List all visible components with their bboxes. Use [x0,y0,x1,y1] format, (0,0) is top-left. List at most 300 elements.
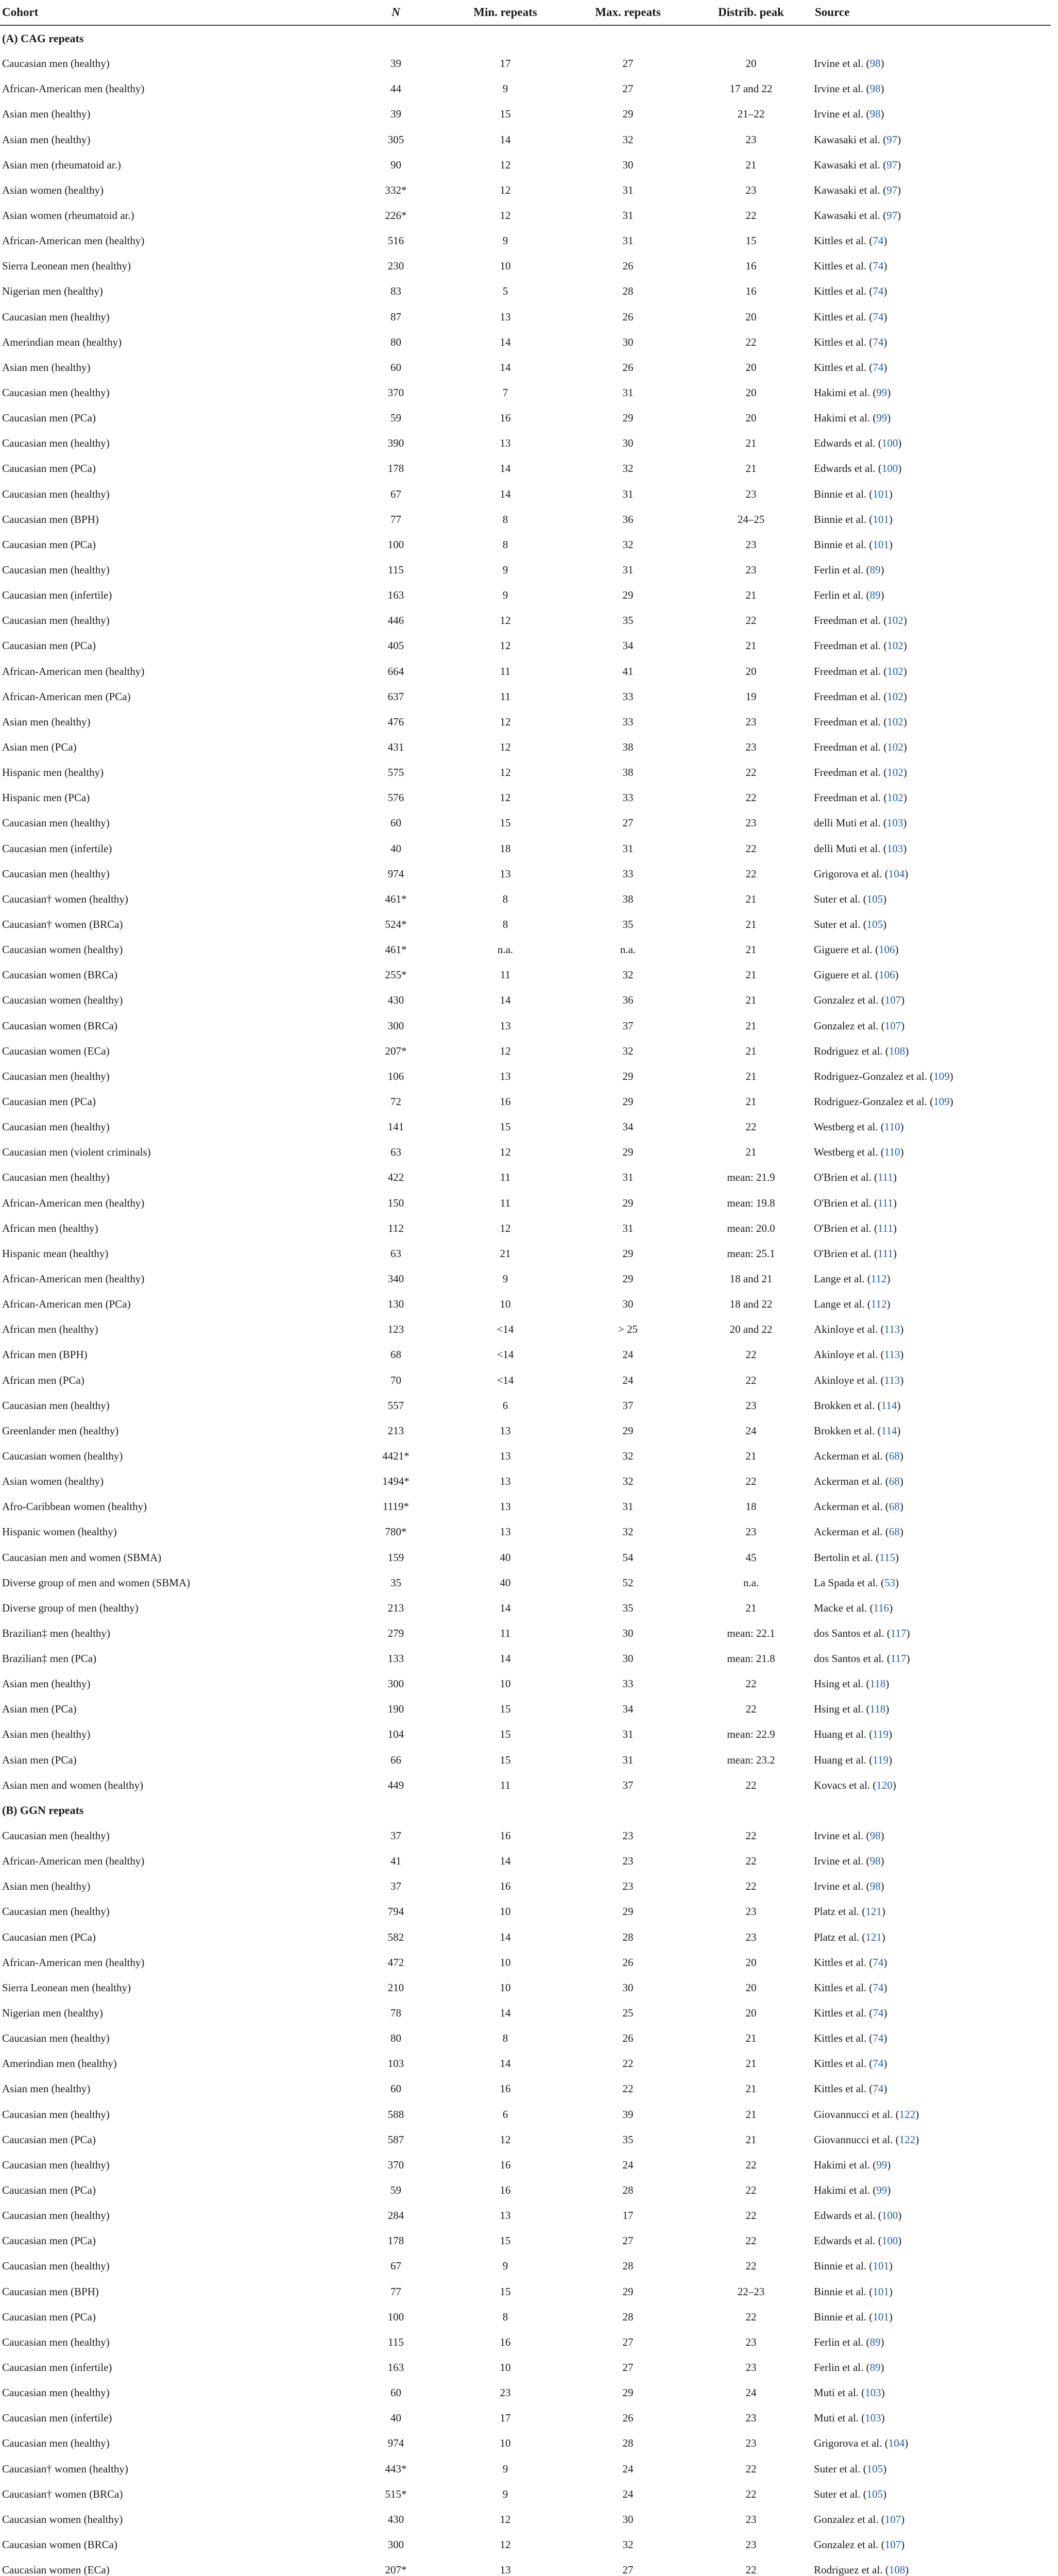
reference-link[interactable]: 112 [871,1272,887,1285]
reference-link[interactable]: 74 [873,234,884,247]
cohort-cell: Asian men (healthy) [2,361,91,374]
table-row [0,1950,1051,1975]
reference-link[interactable]: 68 [889,1475,900,1488]
min-repeats-cell: 5 [502,285,508,298]
source-close: ) [949,1070,953,1082]
reference-link[interactable]: 102 [887,614,903,627]
reference-link[interactable]: 107 [884,994,901,1007]
reference-link[interactable]: 117 [890,1626,907,1639]
reference-link[interactable]: 68 [889,1449,900,1462]
distrib-peak-cell: 22 [745,867,757,880]
cohort-cell: Caucasian men (healthy) [2,867,110,880]
reference-link[interactable]: 121 [865,1930,882,1943]
min-repeats-cell: 16 [500,2184,511,2197]
reference-link[interactable]: 97 [886,158,898,171]
source-close: ) [883,2057,888,2070]
cohort-cell: Caucasian men (healthy) [2,1121,110,1133]
reference-link[interactable]: 100 [881,2234,898,2247]
distrib-peak-cell: 21 [745,1601,757,1614]
reference-link[interactable]: 74 [873,2007,884,2020]
reference-link[interactable]: 101 [873,2285,889,2298]
source-author: Grigorova et al. ( [814,867,889,880]
source-author: Bertolin et al. ( [814,1551,880,1564]
reference-link[interactable]: 74 [873,285,884,298]
source-cell [813,1773,1051,1798]
table-row [0,735,1051,760]
source-author: Brokken et al. ( [814,1399,881,1412]
source-cell [813,2431,1051,2456]
table-row [0,1317,1051,1342]
distrib-peak-cell: n.a. [743,1576,759,1589]
cohort-cell: Hispanic women (healthy) [2,1526,117,1538]
reference-link[interactable]: 105 [866,918,883,930]
table-row [0,1773,1051,1798]
source-close: ) [886,1298,891,1311]
max-repeats-cell: 29 [622,1905,634,1918]
cohort-cell: Diverse group of men (healthy) [2,1601,139,1614]
source-close: ) [889,1601,893,1614]
source-author: Hakimi et al. ( [814,2158,877,2171]
reference-link[interactable]: 104 [888,2437,905,2450]
reference-link[interactable]: 74 [873,2082,884,2095]
reference-link[interactable]: 113 [884,1374,900,1386]
source-cell [813,355,1051,380]
n-cell: 300 [387,1019,404,1032]
reference-link[interactable]: 114 [881,1399,897,1412]
n-cell: 59 [390,2184,401,2197]
table-row [0,1697,1051,1722]
source-author: Akinloye et al. ( [814,1323,884,1336]
min-repeats-cell: 9 [502,82,508,95]
n-cell: 60 [390,361,401,374]
reference-link[interactable]: 102 [887,741,903,753]
max-repeats-cell: 33 [622,1677,634,1690]
table-row [0,1013,1051,1038]
n-cell: 637 [387,690,404,703]
min-repeats-cell: 14 [500,335,511,348]
reference-link[interactable]: 74 [873,310,884,323]
reference-link[interactable]: 97 [886,183,898,196]
max-repeats-cell: 17 [622,2209,634,2222]
n-cell: 207* [385,2564,407,2576]
n-cell: 66 [390,1753,401,1766]
table-row [0,101,1051,127]
source-author: Irvine et al. ( [814,82,870,95]
header-cohort: Cohort [0,0,348,25]
source-author: Westberg et al. ( [814,1121,884,1133]
n-cell: 100 [387,2310,404,2323]
section-header-row [0,1798,1051,1823]
source-close: ) [895,1551,899,1564]
reference-link[interactable]: 98 [869,82,881,95]
max-repeats-cell: 24 [622,2487,634,2500]
reference-link[interactable]: 111 [877,1247,893,1260]
reference-link[interactable]: 99 [876,2184,888,2197]
source-close: ) [901,2538,905,2551]
source-author: Rodriguez et al. ( [814,2564,889,2576]
table-row [0,1722,1051,1747]
reference-link[interactable]: 99 [876,386,888,399]
distrib-peak-cell: 22 [745,2184,757,2197]
max-repeats-cell: 37 [622,1778,634,1791]
cohort-cell: Caucasian men (healthy) [2,2437,110,2450]
min-repeats-cell: 14 [500,994,511,1007]
source-cell [813,1418,1051,1444]
cohort-cell: Asian women (rheumatoid ar.) [2,209,134,222]
reference-link[interactable]: 74 [873,2032,884,2045]
source-close: ) [883,1956,888,1969]
n-cell: 794 [387,1905,404,1918]
cohort-cell: Brazilian‡ men (healthy) [2,1626,110,1639]
n-cell: 575 [387,766,404,779]
max-repeats-cell: 27 [622,2335,634,2348]
reference-link[interactable]: 100 [881,437,898,450]
reference-link[interactable]: 118 [869,1677,886,1690]
distrib-peak-cell: 20 [745,1956,757,1969]
reference-link[interactable]: 107 [884,2513,901,2526]
cohort-cell: Caucasian men (healthy) [2,437,110,450]
table-row [0,1089,1051,1114]
cohort-cell: Caucasian men (PCa) [2,1095,96,1108]
reference-link[interactable]: 97 [886,209,898,222]
source-close: ) [906,1652,910,1665]
source-cell [813,380,1051,405]
min-repeats-cell: 11 [500,665,511,677]
reference-link[interactable]: 110 [884,1121,900,1133]
source-close: ) [889,1728,893,1741]
max-repeats-cell: 30 [622,437,634,450]
n-cell: 130 [387,1298,404,1311]
reference-link[interactable]: 68 [889,1500,900,1513]
reference-link[interactable]: 98 [869,108,881,121]
reference-link[interactable]: 112 [871,1298,887,1311]
reference-link[interactable]: 74 [873,260,884,273]
table-row [0,2153,1051,2178]
reference-link[interactable]: 89 [869,2335,881,2348]
reference-link[interactable]: 122 [899,2108,916,2121]
n-cell: 476 [387,715,404,728]
reference-link[interactable]: 109 [933,1095,950,1108]
max-repeats-cell: 28 [622,2184,634,2197]
reference-link[interactable]: 103 [865,2412,881,2425]
reference-link[interactable]: 74 [873,361,884,374]
table-row [0,1925,1051,1950]
reference-link[interactable]: 108 [889,2564,906,2576]
source-cell [813,253,1051,279]
table-row [0,1266,1051,1292]
reference-link[interactable]: 107 [884,2538,901,2551]
table-row [0,937,1051,962]
distrib-peak-cell: 22 [745,1348,757,1361]
source-cell [813,152,1051,178]
reference-link[interactable]: 103 [865,2386,881,2399]
source-close: ) [903,715,907,728]
source-author: Giovannucci et al. ( [814,2108,899,2121]
source-cell [813,1748,1051,1773]
source-close: ) [903,614,907,627]
distrib-peak-cell: 22 [745,1829,757,1842]
distrib-peak-cell: 22 [745,1475,757,1488]
max-repeats-cell: 30 [622,335,634,348]
source-close: ) [905,2564,909,2576]
cohort-cell: African men (PCa) [2,1374,84,1386]
n-cell: 472 [387,1956,404,1969]
table-row [0,2127,1051,2153]
min-repeats-cell: 15 [500,1121,511,1133]
source-close: ) [893,1247,897,1260]
source-cell [813,304,1051,330]
source-author: O'Brien et al. ( [814,1247,878,1260]
n-cell: 587 [387,2133,404,2146]
table-row [0,1519,1051,1545]
reference-link[interactable]: 121 [865,1905,882,1918]
cohort-cell: African men (healthy) [2,1222,98,1234]
reference-link[interactable]: 74 [873,1981,884,1994]
source-close: ) [900,1323,904,1336]
source-close: ) [905,2437,909,2450]
distrib-peak-cell: 22 [745,1855,757,1868]
reference-link[interactable]: 102 [887,665,903,677]
distrib-peak-cell: 23 [745,817,757,829]
cohort-cell: Caucasian men (PCa) [2,639,96,652]
reference-link[interactable]: 53 [884,1576,896,1589]
source-close: ) [886,1272,891,1285]
reference-link[interactable]: 111 [877,1196,893,1209]
source-cell [813,962,1051,988]
source-author: delli Muti et al. ( [814,817,887,829]
cohort-cell: Caucasian men (healthy) [2,2158,110,2171]
distrib-peak-cell: 17 and 22 [729,82,773,95]
min-repeats-cell: n.a. [497,943,514,956]
source-cell [813,2557,1051,2576]
reference-link[interactable]: 100 [881,2209,898,2222]
reference-link[interactable]: 103 [886,842,903,855]
min-repeats-cell: 8 [502,2032,508,2045]
reference-link[interactable]: 97 [886,133,898,146]
reference-link[interactable]: 119 [873,1753,889,1766]
distrib-peak-cell: 21 [745,969,757,981]
n-cell: 63 [390,1146,401,1159]
min-repeats-cell: 11 [500,1171,511,1184]
source-author: Freedman et al. ( [814,665,888,677]
source-author: Kittles et al. ( [814,2082,873,2095]
table-row [0,1165,1051,1190]
source-close: ) [880,1880,884,1893]
source-cell [813,2507,1051,2532]
cohort-cell: Amerindian men (healthy) [2,2057,117,2070]
source-close: ) [883,2082,888,2095]
distrib-peak-cell: 23 [745,715,757,728]
reference-link[interactable]: 101 [873,2260,889,2273]
source-author: Hakimi et al. ( [814,412,877,425]
table-row [0,1292,1051,1317]
reference-link[interactable]: 105 [866,892,883,905]
reference-link[interactable]: 111 [877,1222,893,1234]
n-cell: 974 [387,867,404,880]
source-author: Huang et al. ( [814,1753,873,1766]
min-repeats-cell: 8 [502,538,508,551]
n-cell: 112 [388,1222,404,1234]
n-cell: 516 [387,234,404,247]
reference-link[interactable]: 102 [887,639,903,652]
source-cell [813,1469,1051,1494]
header-distrib-peak: Distrib. peak [689,0,813,25]
distrib-peak-cell: 22 [745,614,757,627]
max-repeats-cell: 31 [622,1500,634,1513]
source-author: O'Brien et al. ( [814,1171,878,1184]
max-repeats-cell: 24 [622,1374,634,1386]
reference-link[interactable]: 120 [876,1778,893,1791]
reference-link[interactable]: 98 [869,1855,881,1868]
reference-link[interactable]: 111 [877,1171,893,1184]
reference-link[interactable]: 103 [886,817,903,829]
reference-link[interactable]: 99 [876,412,888,425]
cohort-cell: African-American men (PCa) [2,690,131,703]
table-row [0,2203,1051,2228]
source-cell [813,1545,1051,1570]
min-repeats-cell: 8 [502,918,508,930]
table-row [0,2304,1051,2330]
source-author: Ackerman et al. ( [814,1526,889,1538]
source-close: ) [897,133,901,146]
table-header-row [0,0,1051,25]
source-cell [813,2001,1051,2026]
source-close: ) [880,2361,884,2374]
table-row [0,2178,1051,2203]
max-repeats-cell: 34 [622,1121,634,1133]
source-author: Kittles et al. ( [814,260,873,273]
n-cell: 67 [390,2260,401,2273]
table-row [0,1975,1051,2001]
table-row [0,1874,1051,1899]
max-repeats-cell: 29 [622,1247,634,1260]
source-close: ) [905,1044,909,1057]
reference-link[interactable]: 117 [890,1652,907,1665]
source-cell [813,735,1051,760]
distrib-peak-cell: 22 [745,1374,757,1386]
source-cell [813,2482,1051,2507]
reference-link[interactable]: 107 [884,1019,901,1032]
source-cell [813,1114,1051,1140]
reference-link[interactable]: 68 [889,1526,900,1538]
reference-link[interactable]: 119 [873,1728,889,1741]
reference-link[interactable]: 115 [879,1551,895,1564]
reference-link[interactable]: 122 [899,2133,916,2146]
table-row [0,2532,1051,2557]
source-cell [813,2153,1051,2178]
reference-link[interactable]: 106 [878,943,895,956]
reference-link[interactable]: 98 [869,1880,881,1893]
reference-link[interactable]: 89 [869,2361,881,2374]
table-row [0,507,1051,532]
source-close: ) [903,842,907,855]
cohort-cell: Caucasian men (PCa) [2,2310,96,2323]
reference-link[interactable]: 113 [884,1348,900,1361]
reference-link[interactable]: 114 [881,1424,897,1437]
max-repeats-cell: 31 [622,842,634,855]
table-body [0,25,1051,2576]
reference-link[interactable]: 110 [884,1146,900,1159]
table-row [0,2405,1051,2431]
reference-link[interactable]: 102 [887,791,903,804]
reference-link[interactable]: 118 [869,1703,886,1716]
reference-link[interactable]: 101 [873,513,889,526]
distrib-peak-cell: 21 [745,462,757,475]
source-close: ) [883,361,888,374]
reference-link[interactable]: 113 [884,1323,900,1336]
source-author: Giguere et al. ( [814,943,879,956]
reference-link[interactable]: 74 [873,2057,884,2070]
n-cell: 461* [385,943,407,956]
reference-link[interactable]: 99 [876,2158,888,2171]
distrib-peak-cell: 23 [745,2361,757,2374]
table-row [0,279,1051,304]
source-cell [813,1621,1051,1646]
reference-link[interactable]: 105 [866,2487,883,2500]
source-close: ) [880,57,884,70]
source-close: ) [903,741,907,753]
table-row [0,1671,1051,1697]
reference-link[interactable]: 109 [933,1070,950,1082]
reference-link[interactable]: 102 [887,766,903,779]
source-cell [813,431,1051,456]
reference-link[interactable]: 74 [873,1956,884,1969]
source-cell [813,2330,1051,2355]
n-cell: 133 [387,1652,404,1665]
reference-link[interactable]: 101 [873,538,889,551]
source-cell [813,532,1051,557]
reference-link[interactable]: 108 [889,1044,906,1057]
reference-link[interactable]: 104 [888,867,905,880]
reference-link[interactable]: 89 [869,589,881,602]
min-repeats-cell: 13 [500,1019,511,1032]
min-repeats-cell: 14 [500,487,511,500]
reference-link[interactable]: 98 [869,1829,881,1842]
min-repeats-cell: 11 [500,1778,511,1791]
reference-link[interactable]: 106 [878,969,895,981]
n-cell: 431 [387,741,404,753]
table-row [0,127,1051,152]
reference-link[interactable]: 100 [881,462,898,475]
reference-link[interactable]: 89 [869,564,881,577]
max-repeats-cell: 33 [622,867,634,880]
reference-link[interactable]: 102 [887,715,903,728]
source-close: ) [885,1703,890,1716]
reference-link[interactable]: 116 [873,1601,890,1614]
max-repeats-cell: 29 [622,2386,634,2399]
min-repeats-cell: 16 [500,2158,511,2171]
reference-link[interactable]: 105 [866,2462,883,2475]
table-row [0,962,1051,988]
reference-link[interactable]: 74 [873,335,884,348]
max-repeats-cell: 27 [622,2361,634,2374]
source-close: ) [895,1576,899,1589]
distrib-peak-cell: 22 [745,1703,757,1716]
reference-link[interactable]: 98 [869,57,881,70]
cohort-cell: Asian women (healthy) [2,1475,104,1488]
min-repeats-cell: 21 [500,1247,511,1260]
reference-link[interactable]: 101 [873,487,889,500]
source-author: Platz et al. ( [814,1930,866,1943]
source-close: ) [883,918,887,930]
table-row [0,1621,1051,1646]
min-repeats-cell: 14 [500,1652,511,1665]
reference-link[interactable]: 102 [887,690,903,703]
reference-link[interactable]: 101 [873,2310,889,2323]
distrib-peak-cell: 23 [745,2538,757,2551]
max-repeats-cell: 32 [622,1526,634,1538]
distrib-peak-cell: mean: 21.9 [727,1171,775,1184]
